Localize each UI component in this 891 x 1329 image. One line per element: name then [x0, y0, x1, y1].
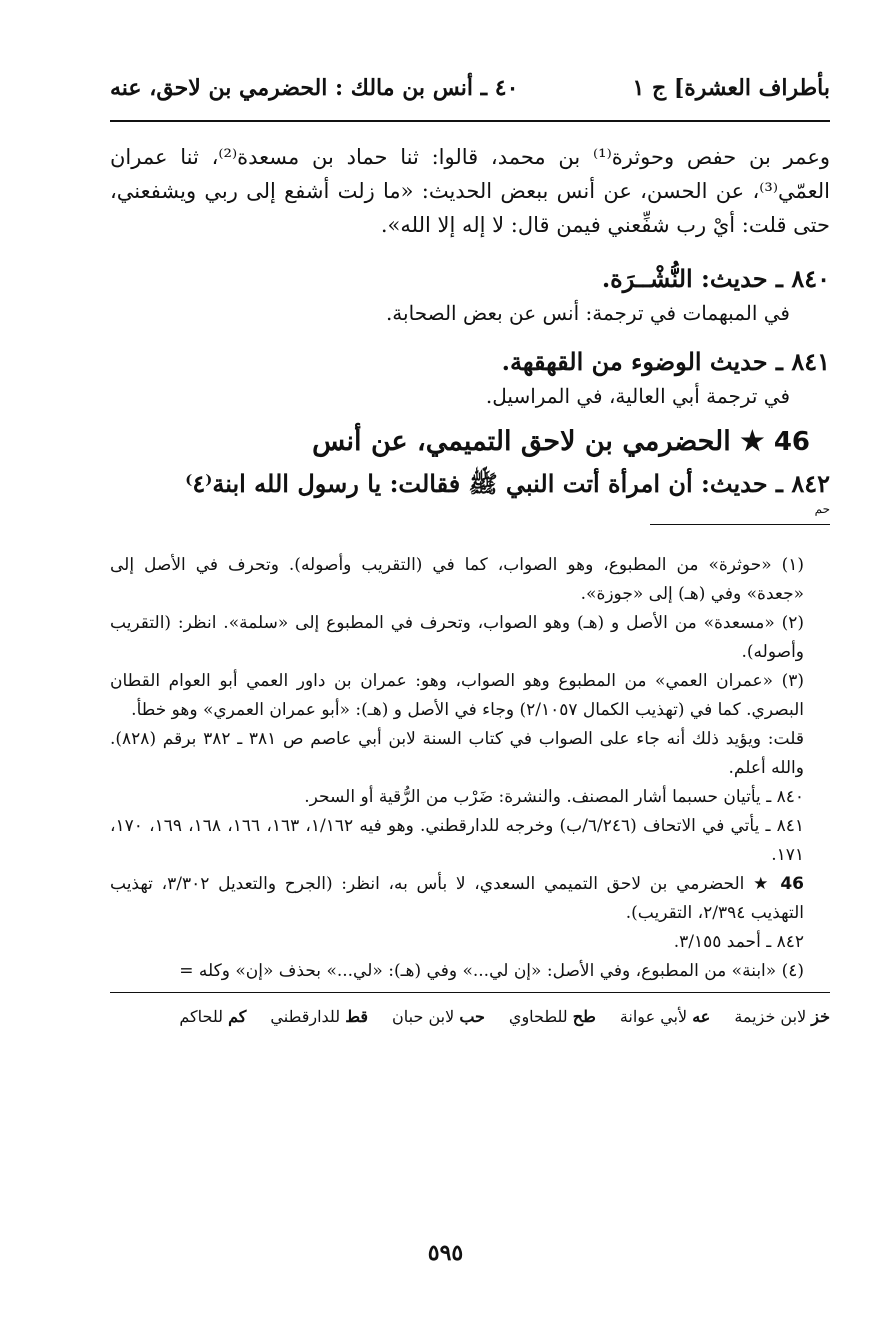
entry-sub-840: في المبهمات في ترجمة: أنس عن بعض الصحابة.	[385, 301, 790, 325]
tarjama-number: 46	[773, 427, 810, 457]
abbr-item: حب لابن حبان	[392, 1007, 485, 1026]
note-842: ٨٤٢ ـ أحمد ٣/١٥٥.	[673, 932, 804, 952]
abbr-item: عه لأبي عوانة	[619, 1007, 711, 1026]
page	[110, 60, 830, 1026]
entry-heading-840: ٨٤٠ ـ حديث: النُّشْــرَة.	[601, 264, 830, 293]
running-header	[110, 60, 830, 116]
abbr-item: خز لابن خزيمة	[734, 1007, 830, 1026]
footnote-3: (٣) «عمران العمي» من المطبوع وهو الصواب، وهو: عمران بن داور العمي أبو العوام القطان البصري. كما في (تهذيب الكمال ٢/١٠٥٧) وجاء في الأصل و (هـ): «أبو عمران العمري» وهو خطأ.	[110, 671, 804, 720]
abbreviation-key	[110, 1007, 830, 1026]
header-left: ٤٠ ـ أنس بن مالك : الحضرمي بن لاحق، عنه	[110, 75, 519, 101]
abbreviation-rule	[110, 992, 830, 993]
abbr-item: طح للطحاوي	[508, 1007, 596, 1026]
tarjama-heading	[110, 426, 830, 457]
tarjama-title: الحضرمي بن لاحق التميمي، عن أنس	[312, 426, 731, 457]
abbr-item: كم للحاكم	[179, 1007, 247, 1026]
footnote-1: (١) «حوثرة» من المطبوع، وهو الصواب، كما في (التقريب وأصوله). وتحرف في الأصل إلى «جعدة» وفي (هـ) إلى «جوزة».	[110, 555, 804, 604]
hadith-842: ٨٤٢ ـ حديث: أن امرأة أتت النبي ﷺ فقالت: يا رسول الله ابنة⁽٤⁾	[185, 469, 830, 498]
abbr-item: قط للدارقطني	[270, 1007, 369, 1026]
footnote-4: (٤) «ابنة» من المطبوع، وفي الأصل: «إن لي...» وفي (هـ): «لي...» بحذف «إن» وكله =	[179, 961, 804, 981]
footnote-separator	[650, 524, 830, 525]
body-paragraph: وعمر بن حفص وحوثرة⁽¹⁾ بن محمد، قالوا: ثنا حماد بن مسعدة⁽²⁾، ثنا عمران العمّي⁽³⁾، عن الحسن، عن أنس ببعض الحديث: «ما زلت أشفع إلى ربي ويشفعني، حتى قلت: أيْ رب شفِّعني فيمن قال: لا إله إلا الله».	[110, 145, 830, 237]
entry-heading-841: ٨٤١ ـ حديث الوضوء من القهقهة.	[501, 347, 830, 376]
note-tarjama-text: الحضرمي بن لاحق التميمي السعدي، لا بأس به، انظر: (الجرح والتعديل ٣/٣٠٢، تهذيب التهذيب ٢/٣٩٤، التقريب).	[110, 874, 804, 923]
footnotes	[110, 551, 830, 986]
entry-sub-841: في ترجمة أبي العالية، في المراسيل.	[485, 384, 790, 408]
header-right: بأطراف العشرة] ج ١	[632, 75, 830, 101]
note-840: ٨٤٠ ـ يأتيان حسبما أشار المصنف. والنشرة: ضَرْب من الرُّقية أو السحر.	[304, 787, 804, 807]
note-tarjama-number: 46	[780, 874, 805, 894]
footnote-2: (٢) «مسعدة» من الأصل و (هـ) وهو الصواب، وتحرف في المطبوع إلى «سلمة». انظر: (التقريب وأصوله).	[110, 613, 804, 662]
footnote-remark: قلت: ويؤيد ذلك أنه جاء على الصواب في كتاب السنة لابن أبي عاصم ص ٣٨١ ـ ٣٨٢ برقم (٨٢٨). والله أعلم.	[110, 729, 804, 778]
star-icon: ★	[740, 426, 765, 457]
page-number: ٥٩٥	[427, 1240, 464, 1266]
star-icon: ★	[753, 874, 772, 894]
header-rule	[110, 120, 830, 122]
note-841: ٨٤١ ـ يأتي في الاتحاف (٦/٢٤٦/ب) وخرجه للدارقطني. وهو فيه ١/١٦٢، ١٦٣، ١٦٦، ١٦٨، ١٦٩، ١٧٠، ١٧١.	[110, 816, 805, 865]
note-tarjama-46	[110, 870, 830, 928]
source-symbol: حم	[814, 502, 830, 516]
